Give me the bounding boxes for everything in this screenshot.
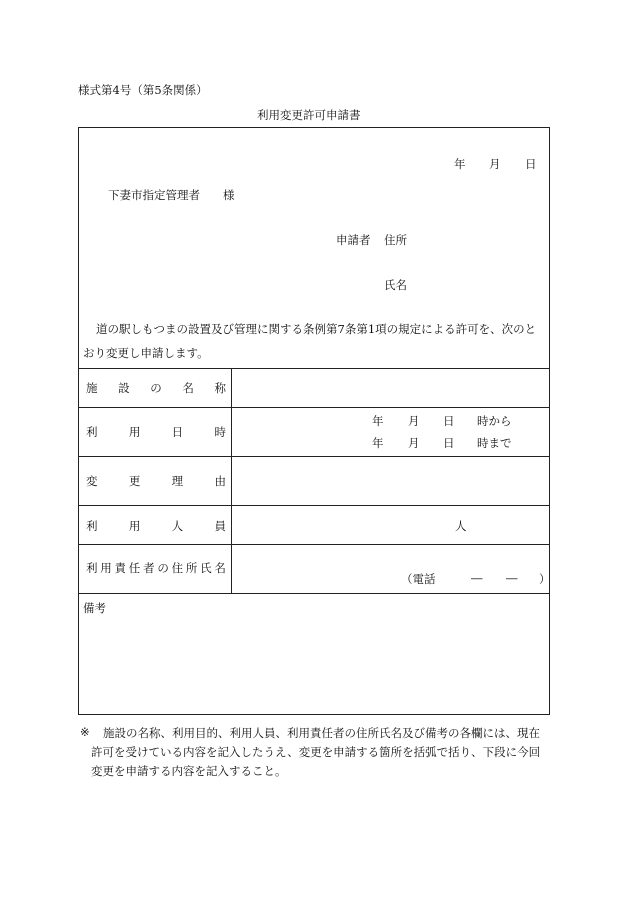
remarks-label: 備考 [83,601,106,615]
from-year: 年 [372,414,384,428]
intro-line-1: 道の駅しもつまの設置及び管理に関する条例第7条第1項の規定による許可を、次のと [96,322,537,336]
phone-dash-2: ― [506,571,518,585]
divider [79,407,549,408]
note-line-3: 変更を申請する内容を記入すること。 [91,764,287,778]
recipient: 下妻市指定管理者 様 [108,188,235,202]
date-year: 年 [454,157,466,171]
form-number: 様式第4号（第5条関係） [78,83,208,97]
address-label: 住所 [384,233,407,247]
usage-datetime-label: 利 用 日 時 [86,425,226,439]
to-month: 月 [408,436,420,450]
divider [79,593,549,594]
date-month: 月 [489,157,501,171]
divider [79,368,549,369]
name-label: 氏名 [384,278,407,292]
note-line-1: 施設の名称、利用目的、利用人員、利用責任者の住所氏名及び備考の各欄には、現在 [103,726,540,740]
to-day: 日 [443,436,455,450]
applicant-label: 申請者 [336,233,371,247]
responsible-person-label: 利 用 責 任 者 の 住 所 氏 名 [86,561,226,575]
form-title: 利用変更許可申請書 [257,108,361,122]
people-unit: 人 [455,519,467,533]
number-of-users-label: 利 用 人 員 [86,519,226,533]
intro-line-2: おり変更し申請します。 [83,346,209,360]
divider [79,456,549,457]
from-day: 日 [443,414,455,428]
phone-close: ） [539,572,551,586]
to-time: 時まで [477,436,512,450]
from-time: 時から [477,414,512,428]
application-form [78,127,550,715]
column-divider [231,368,232,593]
note-mark: ※ [80,725,90,739]
date-day: 日 [525,157,537,171]
divider [79,544,549,545]
change-reason-label: 変 更 理 由 [86,474,226,488]
facility-name-label: 施 設 の 名 称 [86,381,226,395]
note-line-2: 許可を受けている内容を記入したうえ、変更を申請する箇所を括弧で括り、下段に今回 [91,745,541,759]
from-month: 月 [408,414,420,428]
to-year: 年 [372,436,384,450]
divider [79,505,549,506]
phone-open: （電話 [401,572,436,586]
phone-dash-1: ― [471,571,483,585]
